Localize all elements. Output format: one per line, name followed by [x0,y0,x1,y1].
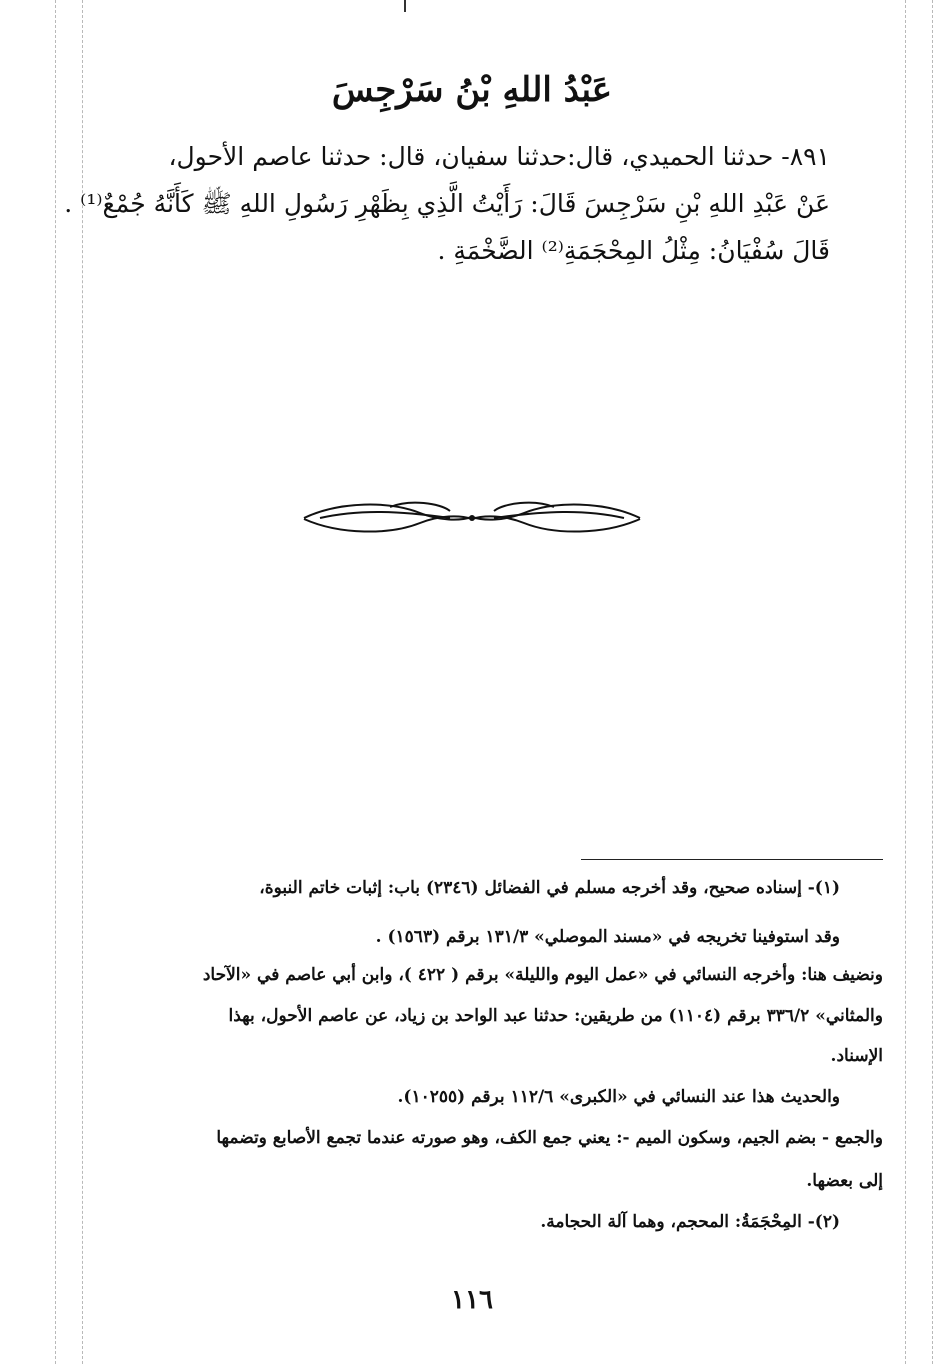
footnote-separator [581,859,883,860]
page-number: ١١٦ [451,1285,493,1315]
footnote-line: إلى بعضها. [806,1171,883,1191]
hadith-line: قَالَ سُفْيَانُ: مِثْلُ المِحْجَمَةِ⁽²⁾ الضَّخْمَةِ . [437,236,830,265]
footnote-line: (٢)- المِحْجَمَةُ: المحجم، وهما آلة الحجامة. [540,1212,840,1232]
footnote-line: ونضيف هنا: وأخرجه النسائي في «عمل اليوم والليلة» برقم ( ٤٢٢ )، وابن أبي عاصم في «الآحاد [202,965,883,985]
footnote-line: (١)- إسناده صحيح، وقد أخرجه مسلم في الفضائل (٢٣٤٦) باب: إثبات خاتم النبوة، [259,878,840,898]
hadith-line: عَنْ عَبْدِ اللهِ بْنِ سَرْجِسَ قَالَ: رَأَيْتُ الَّذِي بِظَهْرِ رَسُولِ اللهِ ﷺ كَأَنَّهُ جُمْعٌ⁽¹⁾ . [64,189,830,218]
footnote-line: والجمع - بضم الجيم، وسكون الميم -: يعني جمع الكف، وهو صورته عندما تجمع الأصابع وتضمها [216,1128,883,1148]
scan-edge-line [55,0,57,1364]
footnote-line: الإسناد. [830,1046,883,1066]
scan-edge-line [905,0,907,1364]
footnote-line: والمثاني» ٣٣٦/٢ برقم (١١٠٤) من طريقين: حدثنا عبد الواحد بن زياد، عن عاصم الأحول، بهذا [228,1006,883,1026]
footnote-line: والحديث هذا عند النسائي في «الكبرى» ١١٢/٦ برقم (١٠٢٥٥). [397,1087,840,1107]
footnote-line: وقد استوفينا تخريجه في «مسند الموصلي» ١٣١/٣ برقم (١٥٦٣) . [375,927,840,947]
hadith-line: ٨٩١- حدثنا الحميدي، قال:حدثنا سفيان، قال: حدثنا عاصم الأحول، [168,142,830,171]
scan-edge-line [932,0,934,1364]
ornament-divider-icon [300,495,644,541]
chapter-heading: عَبْدُ اللهِ بْنُ سَرْجِسَ [331,70,613,110]
scan-mark [404,0,406,12]
